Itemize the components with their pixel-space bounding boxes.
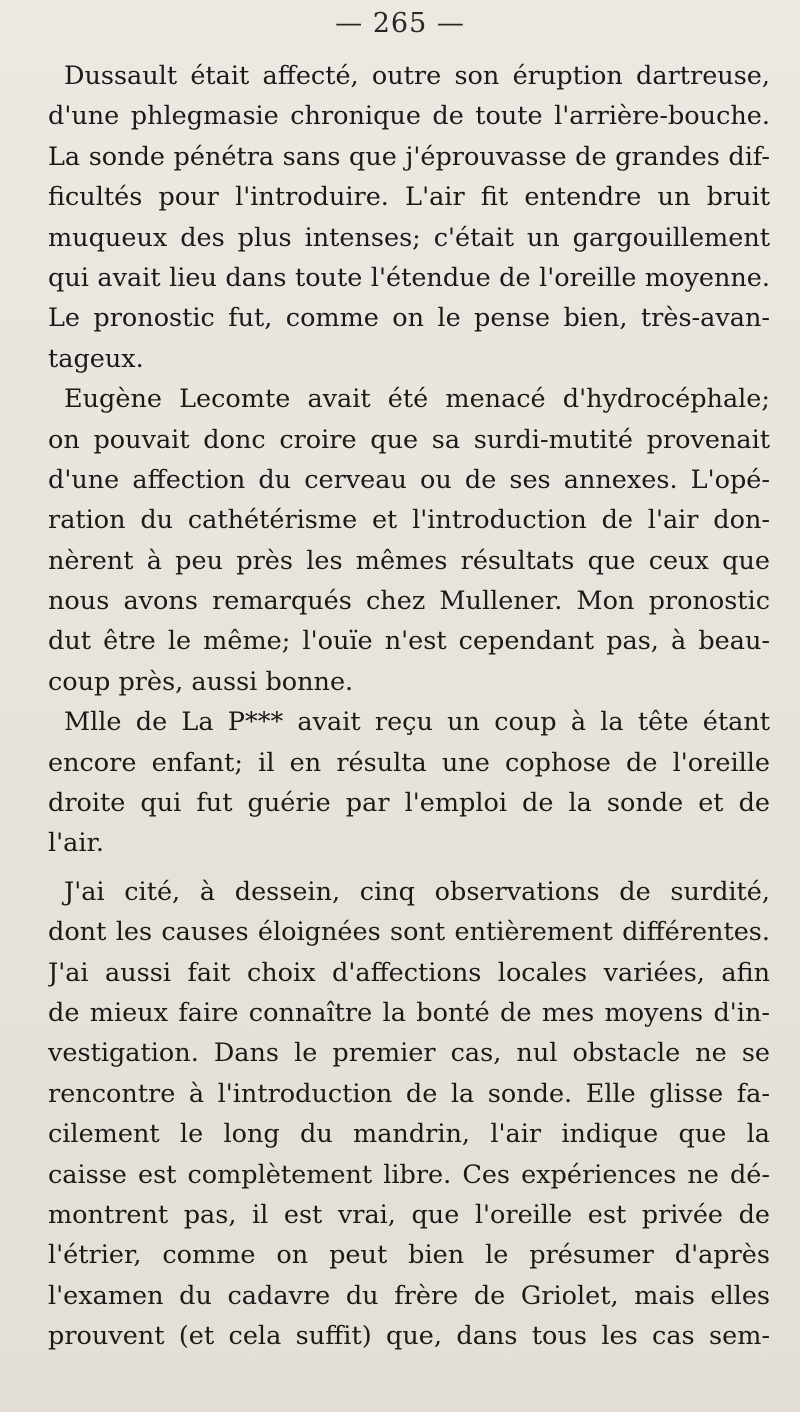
text-line: caisse est complètement libre. Ces expériences ne dé- (48, 1159, 770, 1190)
text-line: ration du cathétérisme et l'introduction de l'air don- (48, 505, 770, 536)
text-line: Dussault était affecté, outre son éruption dartreuse, (64, 61, 770, 91)
text-line: droite qui fut guérie par l'emploi de la sonde et de (48, 788, 770, 819)
text-line: nèrent à peu près les mêmes résultats que ceux que (48, 545, 770, 576)
text-line: coup près, aussi bonne. (48, 666, 354, 697)
text-line: nous avons remarqués chez Mullener. Mon pronostic (48, 586, 770, 617)
text-line: d'une affection du cerveau ou de ses annexes. L'opé- (48, 464, 770, 495)
text-line: La sonde pénétra sans que j'éprouvasse de grandes dif- (48, 141, 770, 172)
text-line: l'examen du cadavre du frère de Griolet, mais elles (48, 1280, 770, 1311)
text-line: dut être le même; l'ouïe n'est cependant pas, à beau- (48, 626, 770, 657)
paragraph-mlle-de-la-p (48, 702, 770, 864)
text-line: J'ai aussi fait choix d'affections locales variées, afin (48, 957, 770, 988)
text-line: on pouvait donc croire que sa surdi-mutité provenait (48, 424, 770, 455)
text-line: l'air. (48, 828, 105, 859)
paragraph-lecomte (48, 379, 770, 702)
text-line: dont les causes éloignées sont entièrement différentes. (48, 917, 770, 948)
text-line: cilement le long du mandrin, l'air indique que la (48, 1119, 770, 1150)
text-line: l'étrier, comme on peut bien le présumer d'après (48, 1240, 770, 1271)
text-line: d'une phlegmasie chronique de toute l'arrière-bouche. (48, 101, 770, 132)
text-line: vestigation. Dans le premier cas, nul obstacle ne se (48, 1038, 770, 1069)
text-line: encore enfant; il en résulta une cophose de l'oreille (48, 747, 770, 778)
paragraph-dussault (48, 56, 770, 379)
text-line: de mieux faire connaître la bonté de mes moyens d'in- (48, 997, 770, 1028)
text-line: Mlle de La P*** avait reçu un coup à la tête étant (64, 707, 770, 738)
text-line: tageux. (48, 343, 144, 374)
text-line: montrent pas, il est vrai, que l'oreille est privée de (48, 1199, 770, 1230)
text-line: muqueux des plus intenses; c'était un gargouillement (48, 222, 770, 253)
page-number: — 265 — (335, 8, 465, 39)
text-line: ficultés pour l'introduire. L'air fit entendre un bruit (48, 182, 770, 213)
body-text (48, 56, 770, 1357)
paragraph-gap (48, 864, 770, 872)
text-line: J'ai cité, à dessein, cinq observations de surdité, (64, 876, 770, 907)
text-line: qui avait lieu dans toute l'étendue de l'oreille moyenne. (48, 262, 770, 293)
text-line: rencontre à l'introduction de la sonde. Elle glisse fa- (48, 1078, 770, 1109)
text-line: Eugène Lecomte avait été menacé d'hydrocéphale; (64, 384, 770, 415)
paragraph-observations (48, 872, 770, 1357)
text-line: Le pronostic fut, comme on le pense bien, très-avan- (48, 303, 770, 334)
text-line: prouvent (et cela suffit) que, dans tous les cas sem- (48, 1321, 770, 1352)
